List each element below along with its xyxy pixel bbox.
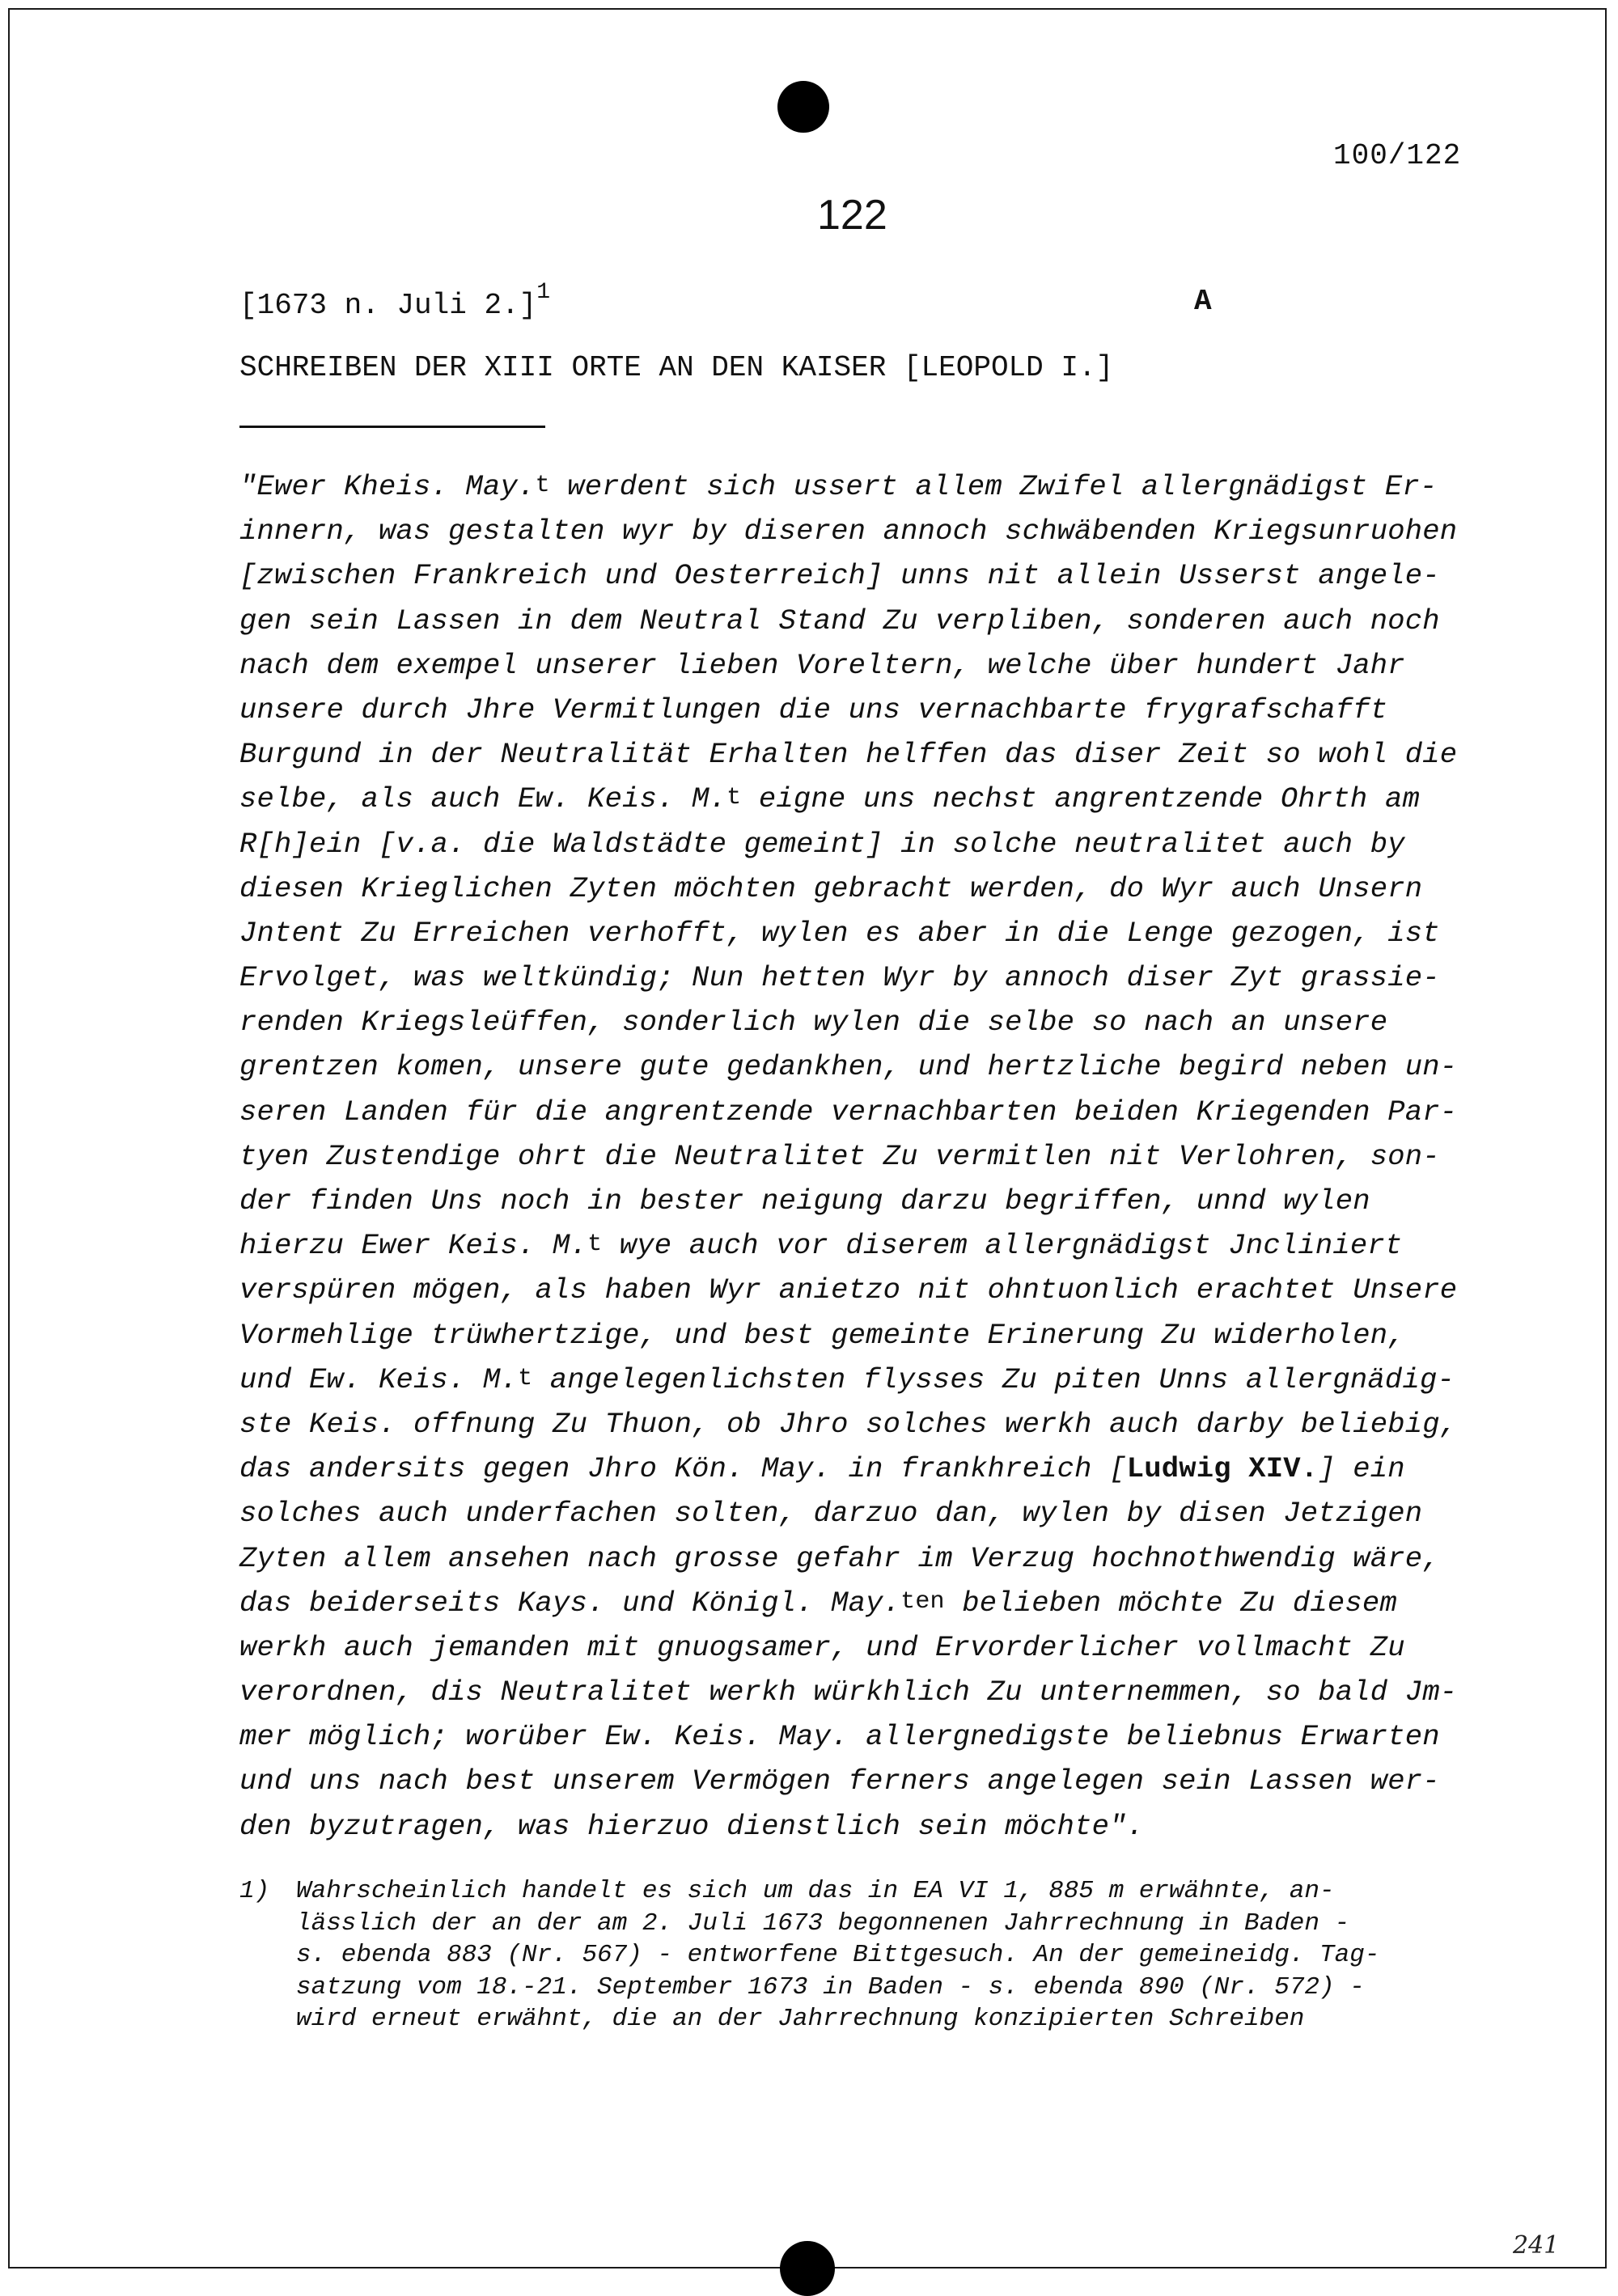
letter-body [239, 464, 1485, 1849]
handwritten-page-note: 241 [1513, 2231, 1560, 2260]
body-line-text: wye auch vor diserem allergnädigst Jncliniert [602, 1229, 1403, 1263]
body-line [239, 732, 1485, 777]
body-line-text: nach dem exempel unserer lieben Voreltern, welche über hundert Jahr [239, 648, 1405, 682]
body-line-text: gen sein Lassen in dem Neutral Stand Zu verpliben, sonderen auch noch [239, 604, 1440, 638]
body-line-text: Jntent Zu Erreichen verhofft, wylen es aber in die Lenge gezogen, ist [239, 916, 1440, 950]
body-line [239, 509, 1485, 553]
document-title: SCHREIBEN DER XIII ORTE AN DEN KAISER [LEOPOLD I.] [239, 351, 1114, 384]
body-line-text: tyen Zustendige ohrt die Neutralitet Zu vermitlen nit Verlohren, son- [239, 1139, 1440, 1173]
body-line-text: und Ew. Keis. M. [239, 1362, 519, 1396]
superscript: t [535, 472, 550, 499]
body-line-text: belieben möchte Zu diesem [944, 1586, 1397, 1620]
body-line [239, 1670, 1485, 1714]
body-line [239, 1402, 1485, 1447]
superscript: t [518, 1364, 533, 1392]
body-line [239, 1536, 1485, 1581]
body-line-text: der finden Uns noch in bester neigung darzu begriffen, unnd wylen [239, 1184, 1370, 1218]
body-line [239, 1358, 1485, 1402]
body-line [239, 1090, 1485, 1134]
body-line-text: ste Keis. offnung Zu Thuon, ob Jhro solches werkh auch darby beliebig, [239, 1407, 1458, 1441]
body-line-text: "Ewer Kheis. May. [239, 470, 536, 503]
punch-hole-top [777, 81, 829, 133]
footnote [239, 1875, 1502, 2035]
page-number: 122 [817, 192, 887, 239]
body-line-text: Zyten allem ansehen nach grosse gefahr im Verzug hochnothwendig wäre, [239, 1541, 1440, 1575]
footnote-line: lässlich der an der am 2. Juli 1673 begonnenen Jahrrechnung in Baden - [296, 1908, 1350, 1938]
body-line-text: renden Kriegsleüffen, sonderlich wylen die selbe so nach an unsere [239, 1006, 1388, 1040]
body-line-text: hierzu Ewer Keis. M. [239, 1229, 588, 1263]
body-line [239, 1268, 1485, 1312]
superscript: t [587, 1231, 603, 1259]
body-line-text: mer möglich; worüber Ew. Keis. May. allergnedigste beliebnus Erwarten [239, 1720, 1440, 1754]
body-line [239, 1044, 1485, 1089]
body-line-text: verordnen, dis Neutralitet werkh würkhlich Zu unternemmen, so bald Jm- [239, 1675, 1458, 1709]
body-line-text: solches auch underfachen solten, darzuo dan, wylen by disen Jetzigen [239, 1497, 1423, 1531]
body-line-text: Ervolget, was weltkündig; Nun hetten Wyr by annoch diser Zyt grassie- [239, 961, 1440, 995]
body-line-text: ] ein [1318, 1452, 1405, 1486]
body-line [239, 1625, 1485, 1670]
date-footnote-ref: 1 [536, 280, 551, 305]
body-line [239, 1447, 1485, 1491]
body-line [239, 822, 1485, 866]
body-line [239, 1313, 1485, 1358]
body-line [239, 866, 1485, 911]
body-line [239, 1000, 1485, 1044]
body-line [239, 777, 1485, 821]
footnote-line: Wahrscheinlich handelt es sich um das in EA VI 1, 885 m erwähnte, an- [296, 1877, 1335, 1905]
archive-number: 100/122 [1333, 139, 1462, 172]
version-letter: A [1194, 285, 1212, 318]
body-line-text: grentzen komen, unsere gute gedankhen, und hertzliche begird neben un- [239, 1050, 1458, 1084]
body-line-text: selbe, als auch Ew. Keis. M. [239, 782, 727, 816]
body-line-text: eigne uns nechst angrentzende Ohrth am [741, 782, 1420, 816]
body-line [239, 1223, 1485, 1268]
body-line [239, 1759, 1485, 1803]
body-line [239, 599, 1485, 643]
body-line-text: seren Landen für die angrentzende vernachbarten beiden Kriegenden Par- [239, 1095, 1458, 1129]
body-line [239, 911, 1485, 955]
body-line [239, 553, 1485, 598]
body-line-text: diesen Krieglichen Zyten möchten gebracht werden, do Wyr auch Unsern [239, 871, 1423, 905]
document-date [239, 280, 551, 322]
body-line-text: angelegenlichsten flysses Zu piten Unns allergnädig- [532, 1362, 1455, 1396]
punch-hole-bottom [780, 2241, 835, 2296]
body-line [239, 1581, 1485, 1625]
body-line-text: innern, was gestalten wyr by diseren annoch schwäbenden Kriegsunruohen [239, 515, 1458, 549]
superscript: ten [900, 1587, 945, 1616]
footnote-text [296, 1875, 1502, 2035]
body-line [239, 464, 1485, 509]
body-line [239, 688, 1485, 732]
body-line [239, 1491, 1485, 1536]
footnote-line: wird erneut erwähnt, die an der Jahrrechnung konzipierten Schreiben [296, 2005, 1305, 2033]
body-line [239, 955, 1485, 1000]
body-line-text: Vormehlige trüwhertzige, und best gemeinte Erinerung Zu widerholen, [239, 1318, 1405, 1352]
body-line-text: den byzutragen, was hierzuo dienstlich sein möchte". [239, 1809, 1145, 1843]
body-line [239, 643, 1485, 688]
body-line [239, 1134, 1485, 1179]
footnote-line: s. ebenda 883 (Nr. 567) - entworfene Bittgesuch. An der gemeineidg. Tag- [296, 1941, 1380, 1969]
body-line-text: verspüren mögen, als haben Wyr anietzo nit ohntuonlich erachtet Unsere [239, 1273, 1458, 1307]
body-line-text: und uns nach best unserem Vermögen ferners angelegen sein Lassen wer- [239, 1764, 1440, 1798]
body-line-text: das andersits gegen Jhro Kön. May. in frankhreich [ [239, 1452, 1127, 1486]
body-line [239, 1179, 1485, 1223]
body-line-text: unsere durch Jhre Vermitlungen die uns vernachbarte frygrafschafft [239, 693, 1388, 727]
body-line-text: das beiderseits Kays. und Königl. May. [239, 1586, 901, 1620]
footnote-line: satzung vom 18.-21. September 1673 in Baden - s. ebenda 890 (Nr. 572) - [296, 1972, 1365, 2002]
superscript: t [726, 784, 742, 812]
body-line-text: werdent sich ussert allem Zwifel allergnädigst Er- [549, 470, 1438, 503]
body-line [239, 1714, 1485, 1759]
body-line-text: werkh auch jemanden mit gnuogsamer, und Ervorderlicher vollmacht Zu [239, 1630, 1405, 1664]
title-divider [239, 426, 545, 428]
body-line [239, 1804, 1485, 1849]
footnote-marker: 1) [239, 1877, 270, 1905]
date-text: [1673 n. Juli 2.] [239, 289, 537, 322]
body-line-text: Burgund in der Neutralität Erhalten helffen das diser Zeit so wohl die [239, 738, 1458, 772]
body-line-text: [zwischen Frankreich und Oesterreich] unns nit allein Usserst angele- [239, 559, 1440, 593]
body-line-text: R[h]ein [v.a. die Waldstädte gemeint] in solche neutralitet auch by [239, 827, 1405, 861]
bold-name: Ludwig XIV. [1126, 1452, 1319, 1486]
